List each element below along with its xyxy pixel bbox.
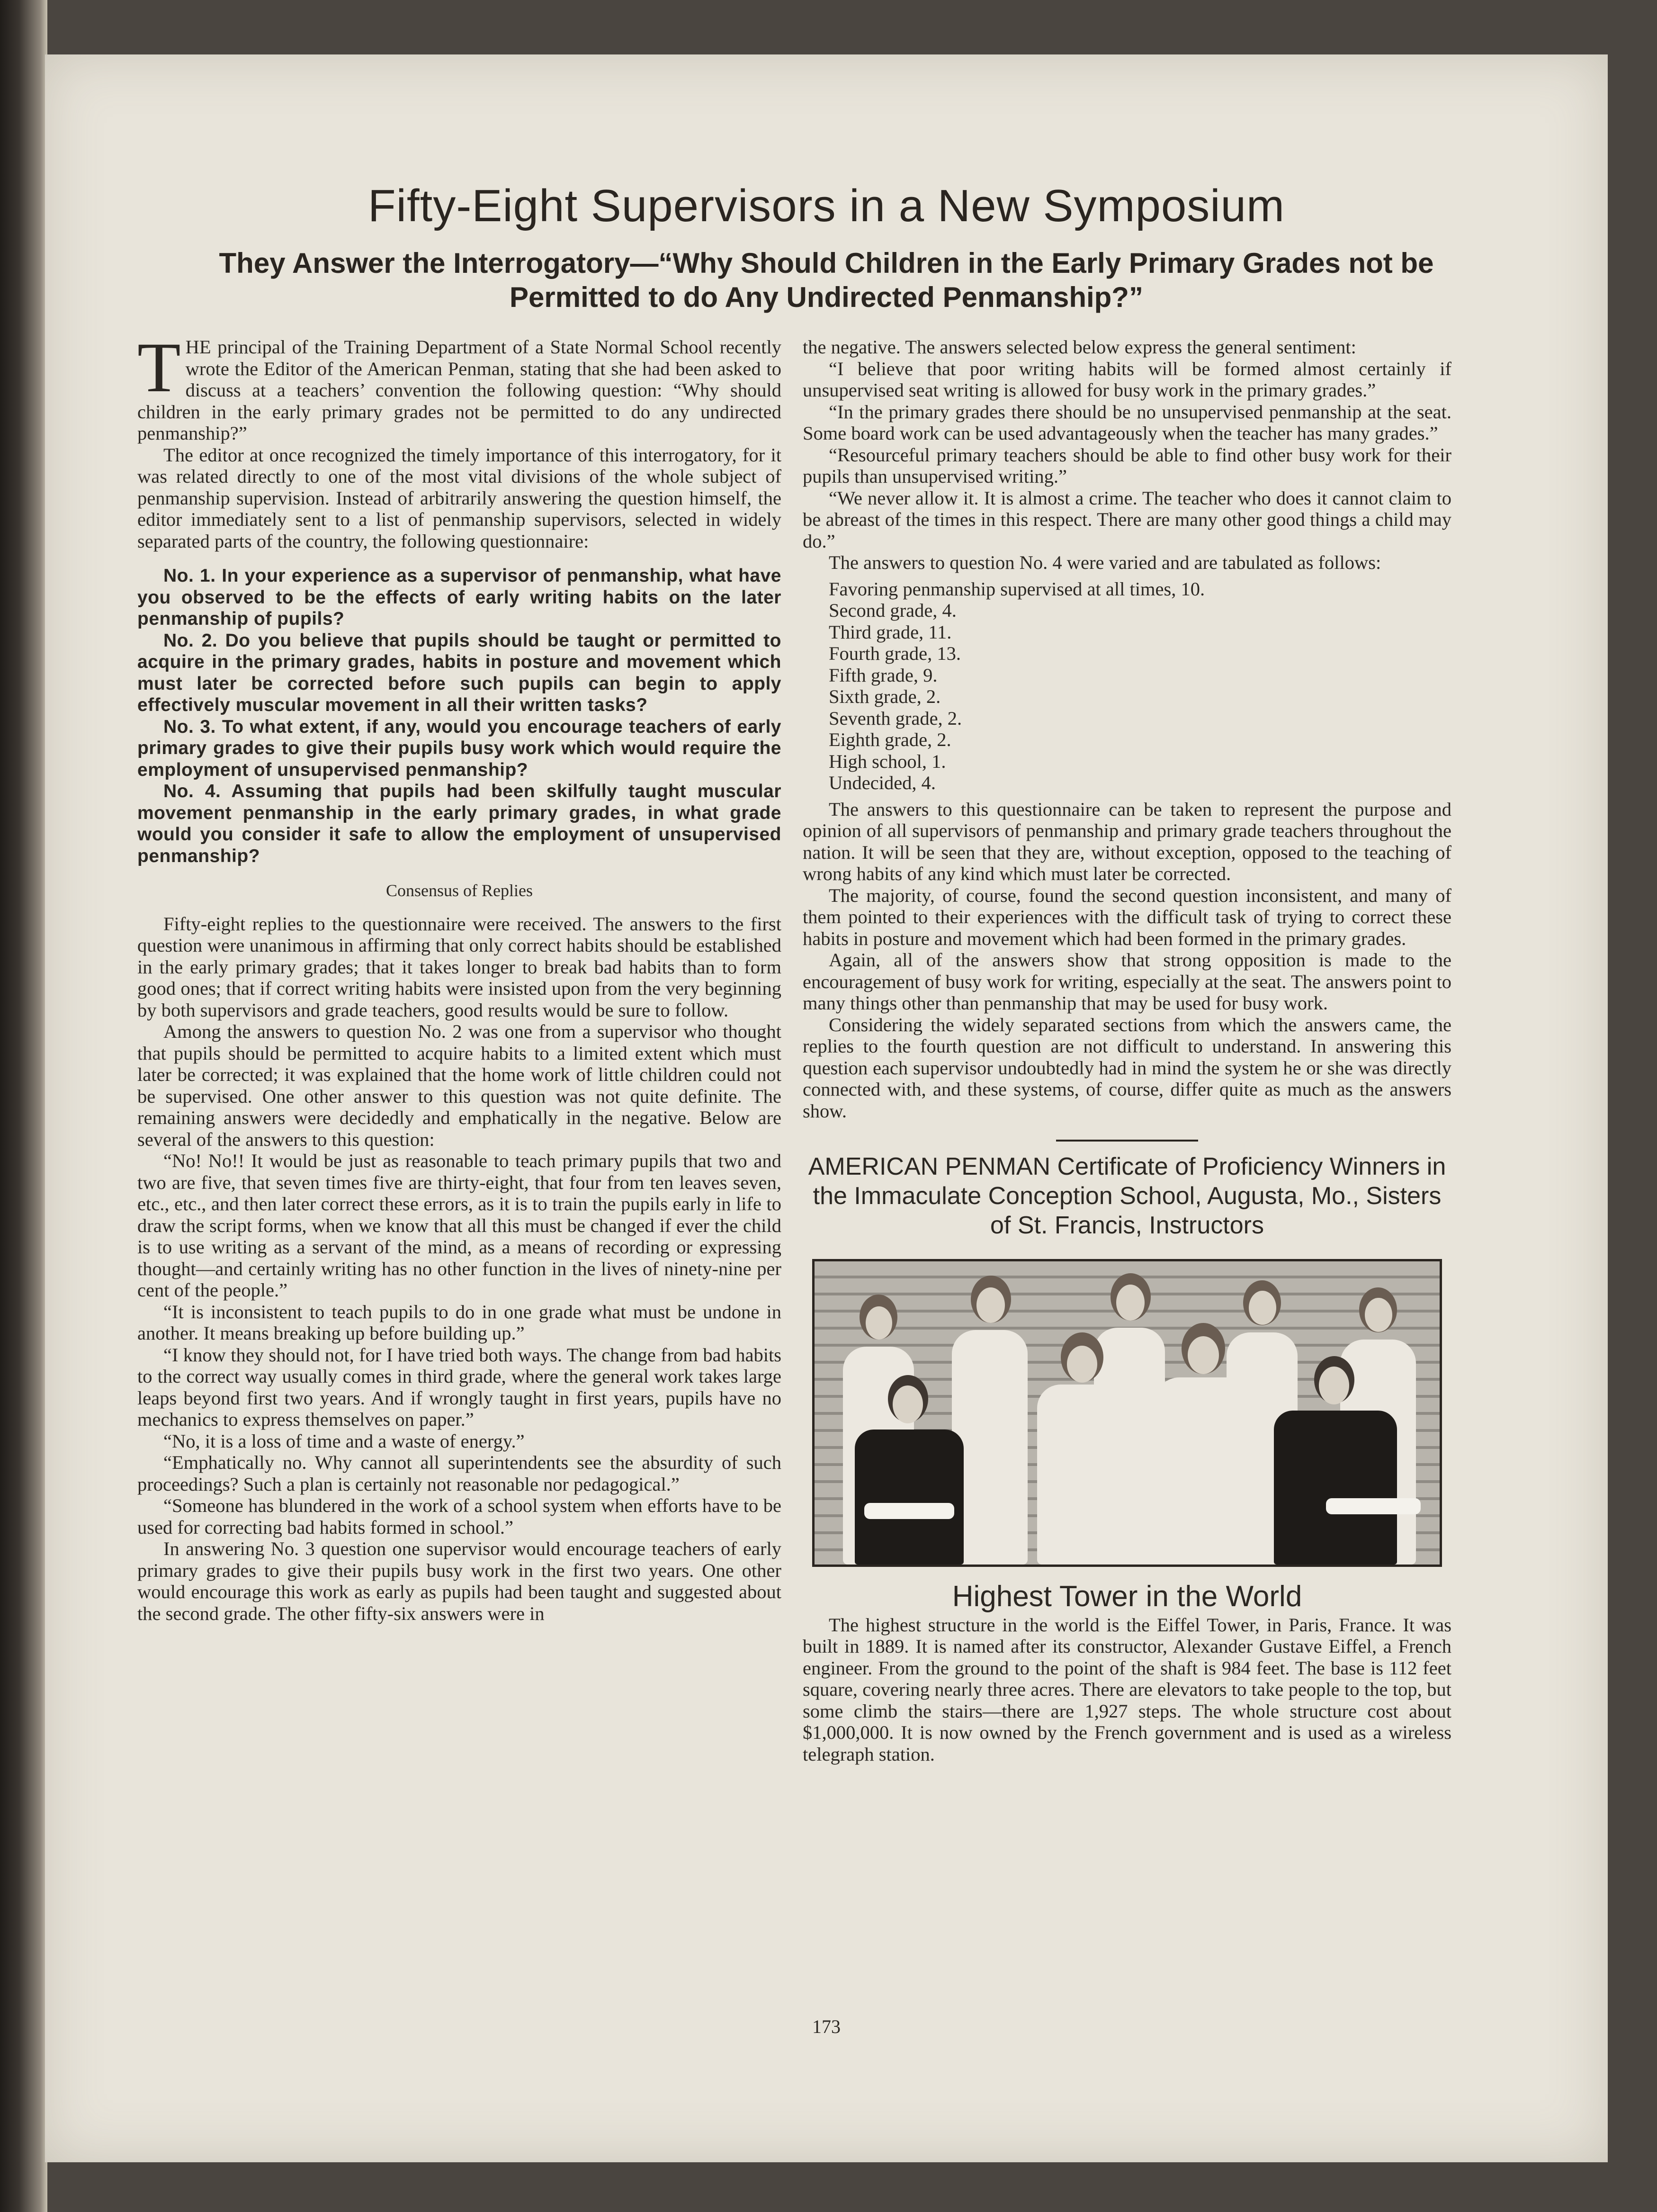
quote-paragraph: “In the primary grades there should be no unsupervised penmanship at the seat. Some board work can be used advantageously when the teacher has many grades.” <box>803 401 1451 444</box>
quote-paragraph: “It is inconsistent to teach pupils to do in one grade what must be undone in another. It means breaking up before building up.” <box>137 1301 781 1344</box>
section-heading: Consensus of Replies <box>386 881 533 900</box>
quote-paragraph: “We never allow it. It is almost a crime. The teacher who does it cannot claim to be abreast of the times in this respect. There are many other good things a child may do.” <box>803 487 1451 552</box>
grade-tally-item: Favoring penmanship supervised at all times, 10. <box>829 578 1205 600</box>
grade-tally-item: Second grade, 4. <box>829 600 957 621</box>
tower-article-heading: Highest Tower in the World <box>952 1580 1302 1613</box>
question-4: No. 4. Assuming that pupils had been skilfully taught muscular movement penmanship in the early primary grades, in what grade would you consider it safe to allow the employment of unsupervised penmanship? <box>137 781 781 866</box>
grade-tally-item: Third grade, 11. <box>829 621 952 643</box>
grade-tally-item: Undecided, 4. <box>829 772 936 793</box>
body-paragraph: The answers to this questionnaire can be taken to represent the purpose and opinion of all supervisors of penmanship and primary grade teachers throughout the nation. It will be seen that they are, without exception, opposed to the teaching of wrong habits of any kind which must later be corrected. <box>803 798 1451 884</box>
grade-tally-item: Seventh grade, 2. <box>829 707 962 729</box>
photo-person <box>1037 1332 1127 1565</box>
question-1: No. 1. In your experience as a supervisor of penmanship, what have you observed to be the effects of early writing habits on the later penmanship of pupils? <box>137 566 781 629</box>
body-paragraph: the negative. The answers selected below express the general sentiment: <box>803 336 1356 358</box>
page-number: 173 <box>812 2016 841 2037</box>
grade-tally-item: Eighth grade, 2. <box>829 729 951 750</box>
scan-binding-edge <box>0 0 47 2212</box>
body-paragraph: Again, all of the answers show that strong opposition is made to the encouragement of busy work for writing, especially at the seat. The answers point to many things other than penmanship that may be used for busy work. <box>803 949 1451 1014</box>
quote-paragraph: “No, it is a loss of time and a waste of energy.” <box>163 1430 525 1452</box>
quote-paragraph: “No! No!! It would be just as reasonable to teach primary pupils that two and two are five, that seven times five are thirty-eight, that four from ten leaves seven, etc., etc., and then later correct these errors, as it is to train the pupils early in life to draw the script forms, when we know that all this must be changed if ever the child is to use writing as a servant of the mind, as a means of recording or expressing thought—and certainly writing has no other function in the lives of ninety-nine per cent of the people.” <box>137 1150 781 1301</box>
grade-tally-item: Sixth grade, 2. <box>829 686 941 707</box>
body-paragraph: The editor at once recognized the timely importance of this interrogatory, for it was related directly to one of the most vital divisions of the whole subject of penmanship supervision. Instead of arbitrarily answering the question himself, the editor immediately sent to a list of penmanship supervisors, selected in widely separated parts of the country, the following questionnaire: <box>137 444 781 552</box>
group-photograph <box>812 1259 1442 1567</box>
body-paragraph: In answering No. 3 question one supervisor would encourage teachers of early primary grades to give their pupils busy work in the first two years. One other would encourage this work as early as pupils had been taught and suggested about the second grade. The other fifty-six answers were in <box>137 1538 781 1624</box>
question-list <box>137 565 781 867</box>
quote-paragraph: “Emphatically no. Why cannot all superintendents see the absurdity of such proceedings? Such a plan is certainly not reasonable nor pedagogical.” <box>137 1452 781 1495</box>
grade-tally-list <box>829 578 1451 794</box>
tower-article-text: The highest structure in the world is the Eiffel Tower, in Paris, France. It was built in 1889. It is named after its constructor, Alexander Gustave Eiffel, a French engineer. From the ground to the point of the shaft is 984 feet. The base is 112 feet square, covering nearly three acres. There are elevators to take people to the top, but some climb the stairs—there are 1,927 steps. The whole structure cost about $1,000,000. It is now owned by the French government and is used as a wireless telegraph station. <box>803 1614 1451 1765</box>
quote-paragraph: “I know they should not, for I have tried both ways. The change from bad habits to the correct way usually comes in third grade, where the general work takes large leaps beyond first two years. And if wrongly taught in first years, pupils have no mechanics to express themselves on paper.” <box>137 1344 781 1430</box>
section-divider <box>1056 1140 1198 1142</box>
intro-paragraph <box>137 328 781 444</box>
quote-paragraph: “Resourceful primary teachers should be able to find other busy work for their pupils than unsupervised writing.” <box>803 444 1451 487</box>
photo-person <box>1274 1356 1397 1565</box>
body-paragraph: Fifty-eight replies to the questionnaire were received. The answers to the first question were unanimous in affirming that only correct habits should be established in the early primary grades; that it takes longer to break bad habits than to form good ones; that if correct writing habits were insisted upon from the very beginning by both supervisors and grade teachers, good results would be sure to follow. <box>137 913 781 1021</box>
body-paragraph: Among the answers to question No. 2 was one from a supervisor who thought that pupils should be permitted to acquire habits to a limited extent which must later be corrected; it was explained that the home work of little children could not be supervised. One other answer to this question was not quite definite. The remaining answers were decidedly and emphatically in the negative. Below are several of the answers to this question: <box>137 1021 781 1150</box>
photo-person <box>1155 1323 1250 1565</box>
intro-text: HE principal of the Training Department of a State Normal School recently wrote the Editor of the American Penman, stating that she had been asked to discuss at a teachers’ convention the following question: “Why should children in the early primary grades not be permitted to do any undirected penmanship?” <box>137 336 781 444</box>
question-3: No. 3. To what extent, if any, would you encourage teachers of early primary grades to give their pupils busy work which would require the employment of unsupervised penmanship? <box>137 716 781 780</box>
left-column <box>137 328 781 1624</box>
question-2: No. 2. Do you believe that pupils should be taught or permitted to acquire in the primary grades, habits in posture and movement which must later be corrected before such pupils can begin to apply effectively muscular movement in all their written tasks? <box>137 630 781 715</box>
body-paragraph: The majority, of course, found the second question inconsistent, and many of them pointed to their experiences with the difficult task of trying to correct these habits in posture and movement which had been formed in the primary grades. <box>803 884 1451 949</box>
quote-paragraph: “Someone has blundered in the work of a school system when efforts have to be used for correcting bad habits formed in school.” <box>137 1495 781 1538</box>
quote-paragraph: “I believe that poor writing habits will be formed almost certainly if unsupervised seat writing is allowed for busy work in the primary grades.” <box>803 358 1451 401</box>
grade-tally-item: Fourth grade, 13. <box>829 643 961 664</box>
photo-person <box>855 1375 964 1565</box>
certificate-heading: AMERICAN PENMAN Certificate of Proficiency Winners in the Immaculate Conception School, Augusta, Mo., Sisters of St. Francis, Instructors <box>808 1153 1446 1239</box>
right-column <box>803 336 1451 1765</box>
body-paragraph: Considering the widely separated sections from which the answers came, the replies to the fourth question are not difficult to understand. In answering this question each supervisor undoubtedly had in mind the system he or she was directly connected with, and these systems, of course, differ quite as much as the answers show. <box>803 1014 1451 1122</box>
grade-tally-item: High school, 1. <box>829 750 946 772</box>
page-title: Fifty-Eight Supervisors in a New Symposium <box>368 180 1285 231</box>
body-paragraph: The answers to question No. 4 were varied and are tabulated as follows: <box>829 552 1381 573</box>
drop-cap: T <box>137 328 181 407</box>
magazine-page <box>45 54 1608 2162</box>
page-subtitle: They Answer the Interrogatory—“Why Should Children in the Early Primary Grades not be Permitted to do Any Undirected Penmanship?” <box>219 247 1434 313</box>
grade-tally-item: Fifth grade, 9. <box>829 664 938 686</box>
